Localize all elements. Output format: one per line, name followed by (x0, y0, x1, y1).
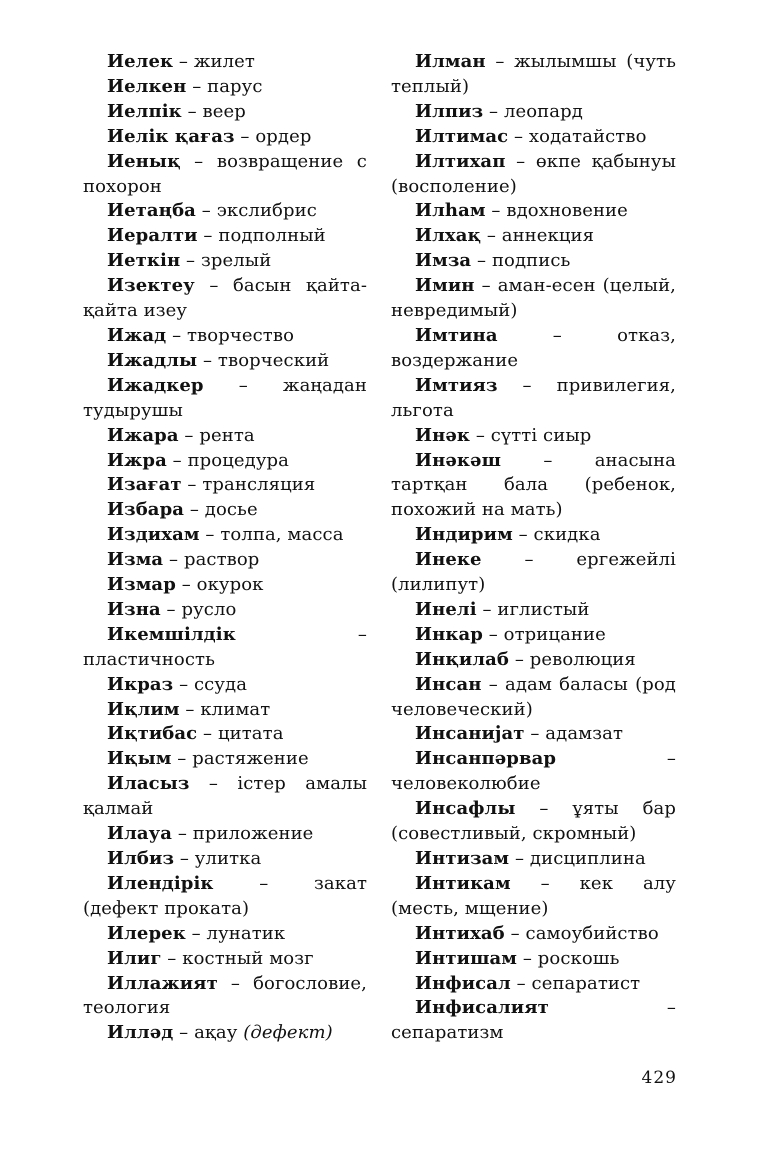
dictionary-entry (391, 548, 676, 598)
entry-headword: Инфисалият (415, 997, 549, 1019)
dictionary-entry (83, 75, 367, 100)
entry-headword: Инеке (415, 549, 482, 571)
dictionary-entry (83, 374, 367, 424)
dictionary-entry (83, 473, 367, 498)
dictionary-entry (391, 598, 676, 623)
dictionary-entry (83, 698, 367, 723)
entry-definition: – приложение (172, 823, 314, 845)
entry-headword: Илхақ (415, 225, 481, 247)
entry-definition: – сүтті сиыр (470, 424, 592, 446)
entry-definition: – привилегия, льгота (391, 374, 676, 421)
right-column (391, 50, 676, 1046)
entry-definition: – веер (181, 100, 246, 122)
dictionary-entry (83, 722, 367, 747)
entry-definition: – трансляция (181, 474, 316, 496)
entry-headword: Илләд (107, 1022, 174, 1044)
entry-headword: Интихаб (415, 922, 505, 944)
dictionary-entry (83, 125, 367, 150)
dictionary-entry (391, 324, 676, 374)
entry-definition: – леопард (483, 100, 583, 122)
entry-definition: – рента (178, 424, 255, 446)
entry-headword: Икраз (107, 673, 174, 695)
dictionary-entry (391, 424, 676, 449)
dictionary-entry (83, 498, 367, 523)
dictionary-entry (391, 199, 676, 224)
dictionary-entry (83, 922, 367, 947)
entry-definition: – ұяты бар (совестливый, скромный) (391, 798, 676, 845)
entry-definition: – парус (186, 75, 263, 97)
entry-headword: Иқлим (107, 698, 180, 720)
entry-headword: Иллажият (107, 972, 218, 994)
entry-definition: – климат (179, 698, 271, 720)
entry-headword: Избара (107, 499, 185, 521)
entry-definition: – самоубийство (504, 922, 659, 944)
entry-definition: – русло (160, 598, 237, 620)
entry-definition: – басын қайта-қайта изеу (83, 275, 367, 322)
entry-definition: – возвращение с похорон (83, 150, 367, 197)
entry-headword: Изна (107, 598, 161, 620)
dictionary-entry (83, 100, 367, 125)
entry-headword: Илһам (415, 200, 486, 222)
entry-headword: Илиг (107, 947, 162, 969)
entry-definition: – ордер (234, 125, 312, 147)
dictionary-entry (391, 374, 676, 424)
dictionary-entry (391, 747, 676, 797)
entry-headword: Инкар (415, 623, 483, 645)
dictionary-entry (391, 847, 676, 872)
dictionary-entry (391, 623, 676, 648)
entry-headword: Интишам (415, 947, 518, 969)
entry-headword: Издихам (107, 524, 200, 546)
entry-definition: – экслибрис (195, 200, 317, 222)
dictionary-entry (391, 872, 676, 922)
entry-headword: Иелік қағаз (107, 125, 235, 147)
entry-definition: – человеколюбие (391, 748, 676, 795)
dictionary-entry (391, 100, 676, 125)
dictionary-entry (83, 449, 367, 474)
entry-definition: – закат (дефект проката) (83, 872, 367, 919)
entry-headword: Инқилаб (415, 648, 509, 670)
dictionary-entry (83, 50, 367, 75)
dictionary-entry (391, 125, 676, 150)
entry-definition: – ақау (173, 1022, 244, 1044)
entry-definition: – отказ, воздержание (391, 324, 676, 371)
dictionary-entry (391, 648, 676, 673)
entry-definition: – істер амалы қалмай (83, 773, 367, 820)
dictionary-entry (83, 224, 367, 249)
entry-headword: Инәк (415, 424, 471, 446)
entry-headword: Инәкәш (415, 449, 502, 471)
dictionary-entry (83, 847, 367, 872)
entry-definition: – подпись (471, 250, 571, 272)
entry-definition: – зрелый (180, 250, 272, 272)
entry-headword: Илман (415, 51, 486, 72)
entry-headword: Имин (415, 275, 475, 297)
dictionary-entry (83, 150, 367, 200)
entry-definition: – кек алу (месть, мщение) (391, 872, 676, 919)
dictionary-entry (83, 747, 367, 772)
entry-headword: Имза (415, 250, 472, 272)
dictionary-entry (83, 199, 367, 224)
entry-headword: Имтина (415, 324, 498, 346)
entry-definition: – растяжение (171, 748, 309, 770)
entry-definition: – аннекция (481, 225, 595, 247)
entry-headword: Иелек (107, 51, 174, 72)
entry-definition: – өкпе қабынуы (восполение) (391, 150, 676, 197)
dictionary-entry (391, 523, 676, 548)
entry-headword: Индирим (415, 524, 513, 546)
entry-headword: Изектеу (107, 275, 195, 297)
dictionary-entry (83, 623, 367, 673)
entry-definition: – анасына тартқан бала (ребенок, похожий на мать) (391, 449, 676, 521)
entry-definition: – сепаратизм (391, 997, 676, 1044)
entry-headword: Имтияз (415, 374, 498, 396)
entry-definition: – дисциплина (509, 848, 646, 869)
entry-definition: – жаңадан тудырушы (83, 374, 367, 421)
entry-headword: Иқтибас (107, 723, 198, 745)
entry-definition: – костный мозг (161, 947, 314, 969)
entry-definition: – ссуда (173, 673, 248, 695)
entry-headword: Иласыз (107, 773, 190, 795)
entry-headword: Икемшілдік (107, 623, 236, 645)
entry-definition: – жилет (173, 51, 255, 72)
entry-definition: – досье (184, 499, 258, 521)
entry-definition: – аман-есен (целый, невредимый) (391, 275, 676, 322)
dictionary-entry (83, 324, 367, 349)
entry-definition: – творчество (166, 324, 295, 346)
entry-headword: Илбиз (107, 848, 175, 869)
page-number: 429 (641, 1068, 677, 1088)
entry-headword: Инсафлы (415, 798, 516, 820)
dictionary-entry (83, 249, 367, 274)
dictionary-entry (83, 424, 367, 449)
dictionary-entry (83, 573, 367, 598)
entry-definition: – окурок (175, 574, 264, 596)
entry-definition: – адам баласы (род человеческий) (391, 673, 676, 720)
entry-headword: Интикам (415, 872, 511, 894)
entry-definition: – раствор (163, 549, 260, 571)
entry-definition: – жылымшы (чуть теплый) (391, 51, 676, 97)
dictionary-entry (83, 772, 367, 822)
entry-headword: Ижадлы (107, 349, 198, 371)
entry-headword: Илпиз (415, 100, 484, 122)
entry-headword: Иералти (107, 225, 198, 247)
entry-definition: – богословие, теология (83, 972, 367, 1019)
entry-headword: Измар (107, 574, 176, 596)
entry-headword: Ижадкер (107, 374, 204, 396)
entry-definition: – процедура (166, 449, 289, 471)
dictionary-entry (83, 822, 367, 847)
entry-definition: – вдохновение (485, 200, 628, 222)
entry-definition: – ергежейлі (лилипут) (391, 549, 676, 596)
entry-headword: Инсанијат (415, 723, 525, 745)
entry-definition: – роскошь (517, 947, 620, 969)
dictionary-entry (83, 523, 367, 548)
entry-definition: – ходатайство (508, 125, 647, 147)
dictionary-entry (391, 449, 676, 524)
entry-headword: Илтихап (415, 150, 506, 172)
entry-definition: – улитка (174, 848, 262, 869)
entry-definition: – творческий (197, 349, 330, 371)
entry-headword: Ижара (107, 424, 179, 446)
entry-headword: Инфисал (415, 972, 511, 994)
entry-definition: – адамзат (524, 723, 624, 745)
dictionary-entry (391, 947, 676, 972)
dictionary-entry (83, 673, 367, 698)
entry-note: (дефект) (243, 1022, 333, 1044)
dictionary-entry (391, 249, 676, 274)
entry-headword: Иелкен (107, 75, 187, 97)
entry-headword: Илтимас (415, 125, 509, 147)
entry-headword: Илендірік (107, 872, 214, 894)
entry-definition: – цитата (197, 723, 284, 745)
entry-headword: Инсанпәрвар (415, 748, 557, 770)
entry-definition: – скидка (512, 524, 601, 546)
entry-headword: Илауа (107, 823, 173, 845)
entry-definition: – сепаратист (510, 972, 641, 994)
entry-definition: – революция (509, 648, 636, 670)
dictionary-entry (83, 349, 367, 374)
entry-headword: Интизам (415, 848, 510, 869)
entry-definition: – иглистый (476, 598, 590, 620)
entry-headword: Иенық (107, 150, 181, 172)
dictionary-entry (391, 224, 676, 249)
dictionary-entry (83, 598, 367, 623)
dictionary-entry (391, 274, 676, 324)
dictionary-entry (83, 1021, 367, 1046)
entry-headword: Ижад (107, 324, 167, 346)
entry-definition: – отрицание (482, 623, 606, 645)
dictionary-entry (83, 548, 367, 573)
entry-headword: Изағат (107, 474, 182, 496)
dictionary-entry (391, 150, 676, 200)
dictionary-entry (83, 947, 367, 972)
entry-headword: Иқым (107, 748, 172, 770)
dictionary-entry (391, 797, 676, 847)
entry-definition: – пластичность (83, 623, 367, 670)
entry-headword: Ижра (107, 449, 167, 471)
entry-definition: – лунатик (185, 922, 286, 944)
entry-headword: Иелпік (107, 100, 182, 122)
left-column (83, 50, 367, 1046)
entry-headword: Изма (107, 549, 164, 571)
entry-headword: Иеткін (107, 250, 181, 272)
dictionary-entry (391, 673, 676, 723)
dictionary-entry (391, 996, 676, 1046)
dictionary-entry (391, 922, 676, 947)
dictionary-entry (391, 972, 676, 997)
entry-headword: Инелі (415, 598, 477, 620)
entry-headword: Илерек (107, 922, 186, 944)
dictionary-entry (83, 972, 367, 1022)
entry-headword: Инсан (415, 673, 482, 695)
dictionary-entry (83, 872, 367, 922)
dictionary-entry (83, 274, 367, 324)
entry-headword: Иетаңба (107, 200, 196, 222)
dictionary-entry (391, 722, 676, 747)
entry-definition: – подполный (197, 225, 326, 247)
entry-definition: – толпа, масса (199, 524, 344, 546)
dictionary-entry (391, 50, 676, 100)
